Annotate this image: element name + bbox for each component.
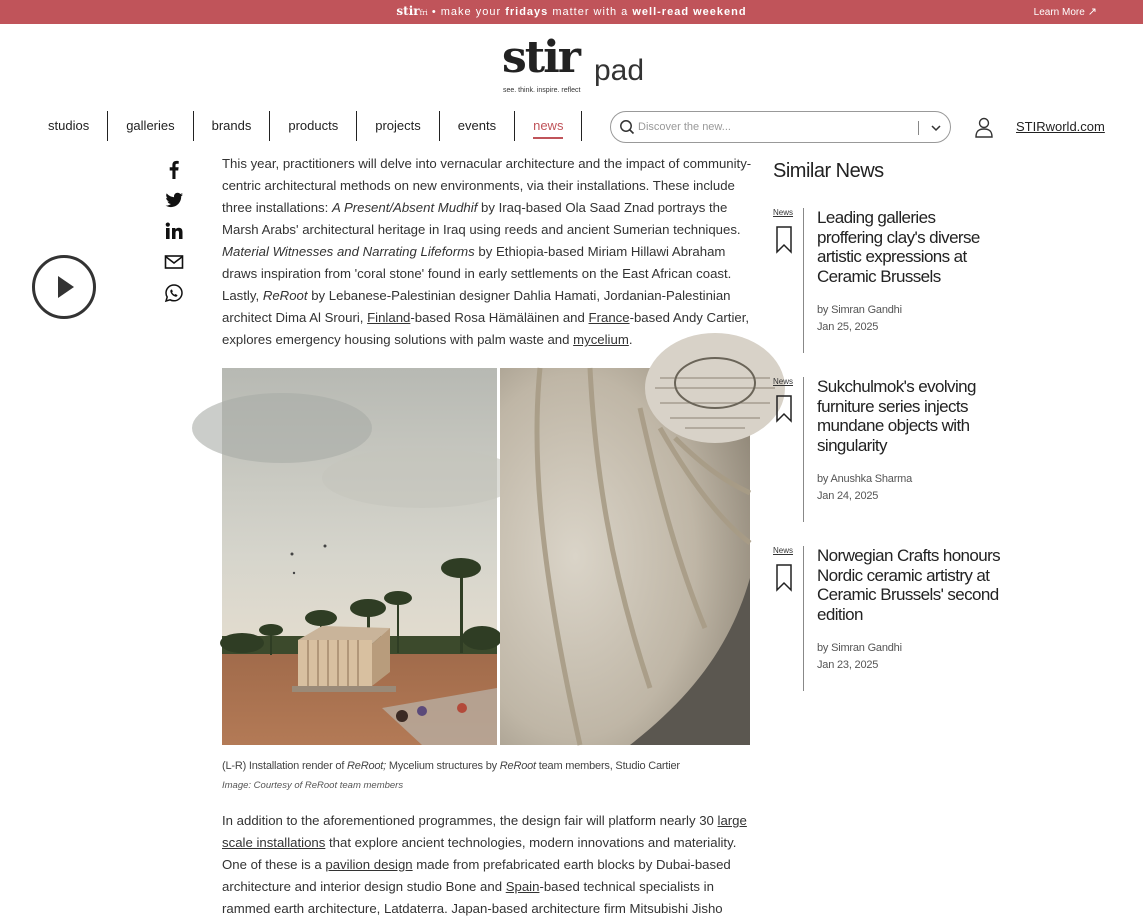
france-link[interactable]: France (588, 310, 630, 325)
play-icon (56, 274, 76, 300)
search-icon[interactable] (619, 119, 635, 135)
image-caption: (L-R) Installation render of ReRoot; Mycelium structures by ReRoot team members, Studio Cartier (222, 760, 680, 772)
stirpad-logo[interactable]: stir pad see. think. inspire. reflect (502, 32, 645, 94)
bookmark-icon[interactable] (775, 395, 793, 423)
search-divider (918, 121, 919, 135)
image-credit: Image: Courtesy of ReRoot team members (222, 780, 404, 791)
promo-banner-text: stirfri • make your fridays matter with a well-read weekend (396, 4, 747, 18)
similar-news-card[interactable] (773, 377, 1003, 527)
email-icon[interactable] (163, 251, 185, 273)
news-title[interactable]: Norwegian Crafts honours Nordic ceramic artistry at Ceramic Brussels' second edition (817, 546, 1001, 624)
news-divider (803, 546, 804, 691)
news-date: Jan 24, 2025 (817, 490, 879, 502)
news-date: Jan 23, 2025 (817, 659, 879, 671)
linkedin-icon[interactable] (163, 220, 185, 242)
nav-item-events[interactable]: events (440, 111, 515, 141)
news-author: by Simran Gandhi (817, 642, 902, 654)
user-icon[interactable] (973, 116, 995, 138)
nav-item-studios[interactable]: studios (30, 111, 108, 141)
bookmark-icon[interactable] (775, 564, 793, 592)
news-tag[interactable]: News (773, 546, 794, 555)
facebook-icon[interactable] (163, 158, 185, 180)
article-body (222, 153, 752, 351)
similar-news-card[interactable] (773, 546, 1003, 696)
whatsapp-icon[interactable] (163, 282, 185, 304)
bookmark-icon[interactable] (775, 226, 793, 254)
large-scale-installations-link[interactable]: large scale installations (222, 813, 747, 850)
article-paragraph: This year, practitioners will delve into vernacular architecture and the impact of community-centric architectural methods on new environments, via their installations. These include three installations: A Present/Absent Mudhif by Iraq-based Ola Saad Znad portrays the Marsh Arabs' architectural heritage in Iraq using reeds and ancient Sumerian techniques. Material Witnesses and Narrating Lifeforms by Ethiopia-based Miriam Hillawi Abraham draws inspiration from 'coral stone' found in early settlements on the East African coast. Lastly, ReRoot by Lebanese-Palestinian designer Dahlia Hamati, Jordanian-Palestinian architect Dima Al Srouri, Finland-based Rosa Hämäläinen and France-based Andy Cartier, explores emergency housing solutions with palm waste and mycelium. (222, 156, 752, 347)
logo-tagline: see. think. inspire. reflect (503, 87, 581, 94)
mycelium-structure-image (500, 368, 750, 745)
news-divider (803, 208, 804, 353)
learn-more-link[interactable]: Learn More ↗ (1033, 6, 1097, 18)
spain-link[interactable]: Spain (505, 879, 540, 894)
pavilion-design-link[interactable]: pavilion design (325, 857, 413, 872)
main-nav (30, 111, 582, 141)
nav-item-products[interactable]: products (270, 111, 357, 141)
news-tag[interactable]: News (773, 377, 794, 386)
article-image (222, 368, 750, 745)
similar-news-card[interactable] (773, 208, 1003, 358)
news-date: Jan 25, 2025 (817, 321, 879, 333)
news-author: by Anushka Sharma (817, 473, 913, 485)
chevron-down-icon[interactable] (929, 121, 943, 135)
search-input[interactable] (638, 118, 908, 136)
nav-item-galleries[interactable]: galleries (108, 111, 193, 141)
reroot-render-image (222, 368, 497, 745)
similar-news-title: Similar News (773, 160, 884, 182)
news-title[interactable]: Leading galleries proffering clay's diverse artistic expressions at Ceramic Brussels (817, 208, 980, 286)
finland-link[interactable]: Finland (367, 310, 411, 325)
stirfri-logo: stirfri (396, 4, 428, 18)
play-audio-button[interactable] (32, 255, 96, 319)
promo-banner (0, 0, 1143, 24)
nav-item-news[interactable]: news (515, 111, 582, 141)
mycelium-link[interactable]: mycelium (573, 332, 629, 347)
search-bar (610, 111, 951, 143)
news-tag[interactable]: News (773, 208, 794, 217)
stirworld-link[interactable]: STIRworld.com (1016, 119, 1105, 134)
news-title[interactable]: Sukchulmok's evolving furniture series injects mundane objects with singularity (817, 377, 976, 455)
arrow-up-right-icon: ↗ (1087, 6, 1097, 18)
nav-item-projects[interactable]: projects (357, 111, 440, 141)
news-author: by Simran Gandhi (817, 304, 902, 316)
article-paragraph-2: In addition to the aforementioned programmes, the design fair will platform nearly 30 large scale installations that explore ancient technologies, modern innovations and materiality. One of these is a pavilion design made from prefabricated earth blocks by Dubai-based architecture and interior design studio Bone and Spain-based technical specialists in rammed earth architecture, Latdaterra. Japan-based architecture firm Mitsubishi Jisho (222, 813, 747, 916)
nav-item-brands[interactable]: brands (194, 111, 271, 141)
twitter-icon[interactable] (163, 189, 185, 211)
news-divider (803, 377, 804, 522)
share-rail (163, 158, 185, 313)
